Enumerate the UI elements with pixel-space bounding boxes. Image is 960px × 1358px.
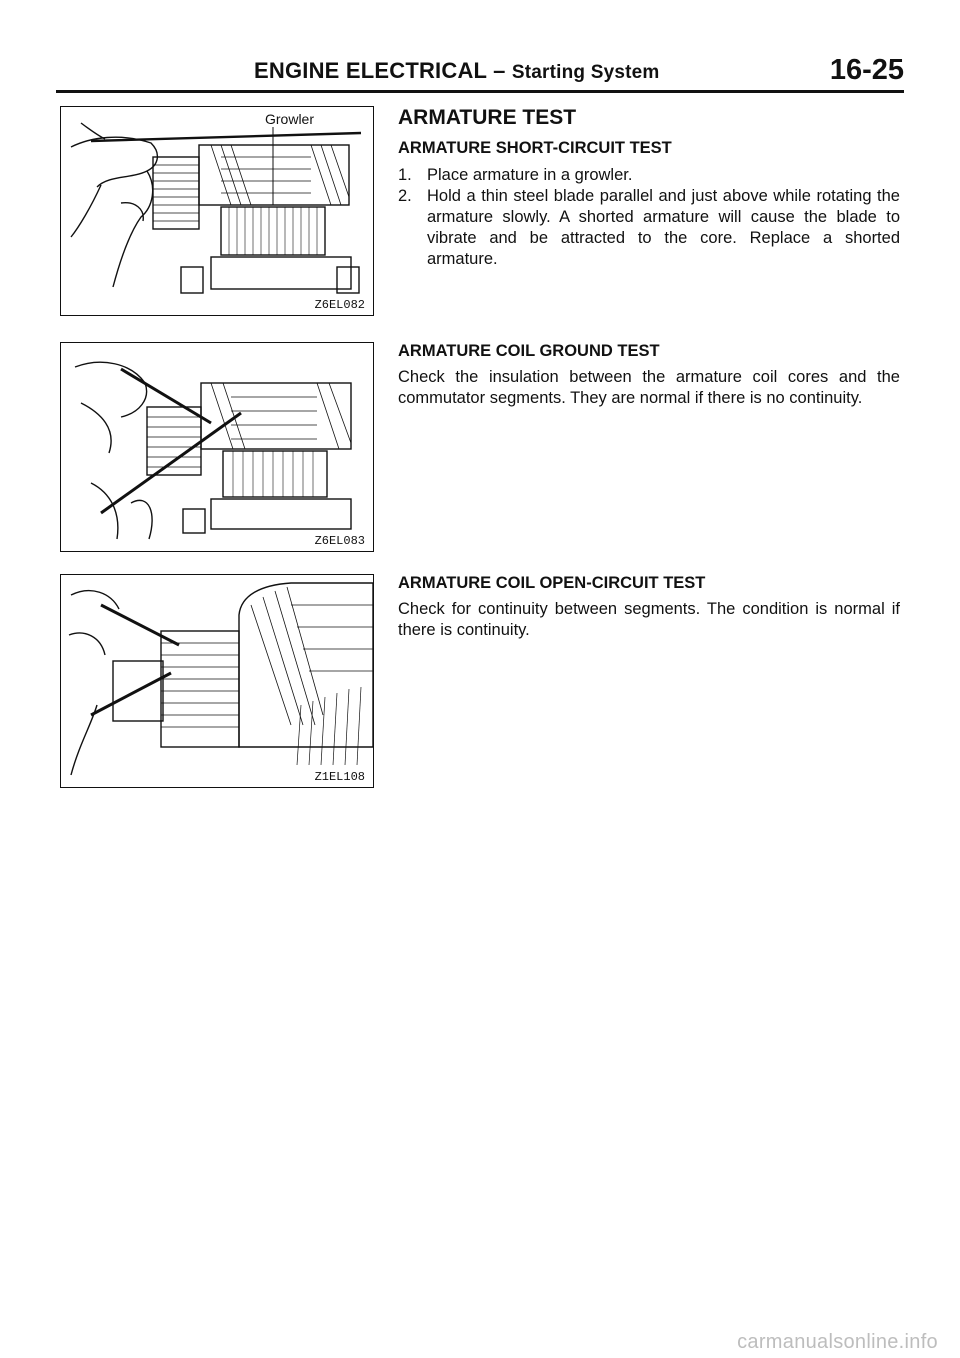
armature-test-section bbox=[398, 106, 900, 270]
section-heading: ARMATURE TEST bbox=[398, 106, 577, 129]
figure-code: Z6EL083 bbox=[314, 534, 365, 548]
figure-open-circuit-test bbox=[60, 574, 374, 788]
growler-label: Growler bbox=[265, 111, 315, 127]
figure-growler-test bbox=[60, 106, 374, 316]
open-circuit-heading: ARMATURE COIL OPEN-CIRCUIT TEST bbox=[398, 574, 706, 592]
watermark: carmanualsonline.info bbox=[737, 1331, 938, 1353]
header-title-main: ENGINE ELECTRICAL – bbox=[254, 58, 506, 83]
armature-growler-illustration bbox=[61, 107, 374, 316]
step-text: Place armature in a growler. bbox=[427, 166, 633, 184]
armature-open-circuit-illustration bbox=[61, 575, 374, 788]
short-circuit-heading: ARMATURE SHORT-CIRCUIT TEST bbox=[398, 139, 672, 157]
step-number: 2. bbox=[398, 187, 412, 205]
coil-ground-body: Check the insulation between the armature coil cores and the commutator segments. They are normal if there is no continuity. bbox=[398, 368, 900, 407]
figure-code: Z6EL082 bbox=[314, 298, 365, 312]
header-title bbox=[254, 58, 660, 84]
figure-ground-test bbox=[60, 342, 374, 552]
list-item bbox=[398, 186, 900, 270]
coil-ground-heading: ARMATURE COIL GROUND TEST bbox=[398, 342, 660, 360]
armature-ground-test-illustration bbox=[61, 343, 374, 552]
figure-code: Z1EL108 bbox=[314, 770, 365, 784]
short-circuit-steps bbox=[398, 165, 900, 270]
open-circuit-body: Check for continuity between segments. The condition is normal if there is continuity. bbox=[398, 600, 900, 639]
open-circuit-section bbox=[398, 574, 900, 641]
step-text: Hold a thin steel blade parallel and just above while rotating the armature slowly. A shorted armature will cause the blade to vibrate and be attracted to the core. Replace a shorted armature. bbox=[427, 187, 900, 268]
coil-ground-section bbox=[398, 342, 900, 409]
page-number: 16-25 bbox=[829, 54, 904, 86]
step-number: 1. bbox=[398, 166, 412, 184]
page-header bbox=[56, 56, 904, 93]
header-title-sub: Starting System bbox=[511, 62, 660, 83]
list-item bbox=[398, 165, 900, 186]
